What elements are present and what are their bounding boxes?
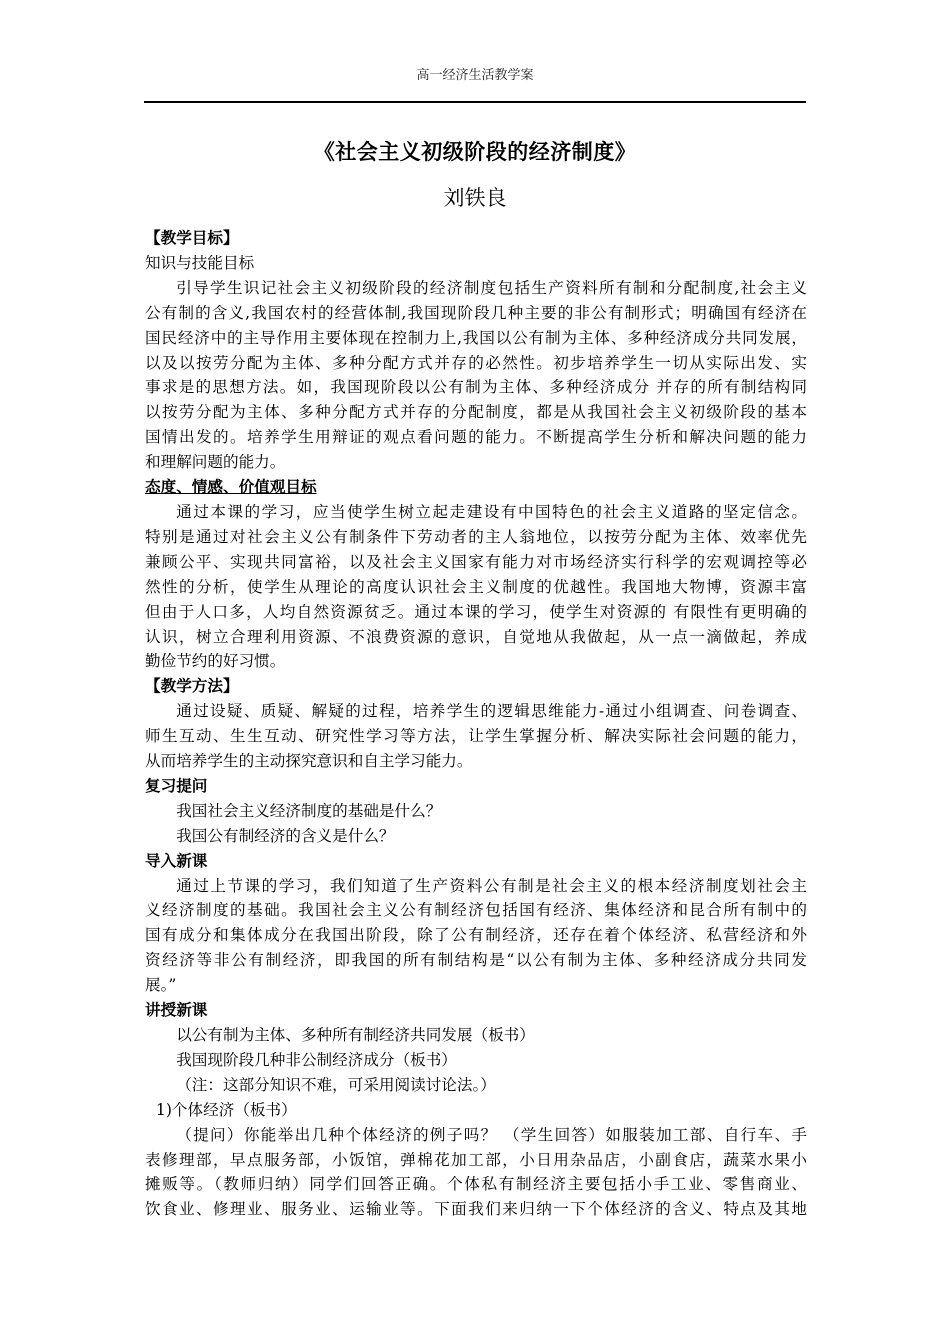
paragraph-line: 展。” <box>145 976 177 995</box>
paragraph-line: 兼顾公平、实现共同富裕，以及社会主义国家有能力对市场经济实行科学的宏观调控等必 <box>145 552 807 571</box>
paragraph-line: 表修理部，早点服务部，小饭馆，弹棉花加工部，小日用杂品店，小副食店，蔬菜水果小 <box>145 1150 807 1169</box>
lecture-line: 我国现阶段几种非公制经济成分（板书） <box>176 1050 457 1069</box>
paragraph-line: （提问）你能举出几种个体经济的例子吗？ （学生回答）如服装加工部、自行车、手 <box>176 1125 807 1144</box>
review-question: 我国社会主义经济制度的基础是什么？ <box>176 801 442 820</box>
section-heading-goals: 【教学目标】 <box>145 228 239 247</box>
paragraph-line: 摊贩等。（教师归纳）同学们回答正确。个体私有制经济主要包括小手工业、零售商业、 <box>145 1175 807 1194</box>
list-item-individual-economy: 1)个体经济（板书） <box>155 1100 297 1119</box>
paragraph-line: 特别是通过对社会主义公有制条件下劳动者的主人翁地位，以按劳分配为主体、效率优先 <box>145 527 807 546</box>
paragraph-line: 国有成分和集体成分在我国出阶段，除了公有制经济，还存在着个体经济、私营经济和外 <box>145 926 807 945</box>
author-name: 刘铁良 <box>443 186 507 210</box>
paragraph-line: 但由于人口多，人均自然资源贫乏。通过本课的学习，使学生对资源的 有限性有更明确的 <box>145 602 807 621</box>
paragraph-line: 国民经济中的主导作用主要体现在控制力上,我国以公有制为主体、多种经济成分共同发展， <box>145 328 807 347</box>
paragraph-line: 以按劳分配为主体、多种分配方式并存的分配制度，都是从我国社会主义初级阶段的基本 <box>145 403 807 422</box>
lecture-line: 以公有制为主体、多种所有制经济共同发展（板书） <box>176 1026 535 1044</box>
paragraph-line: 通过设疑、质疑、解疑的过程，培养学生的逻辑思维能力-通过小组调查、问卷调查、 <box>176 702 807 721</box>
paragraph-line: 引导学生识记社会主义初级阶段的经济制度包括生产资料所有制和分配制度,社会主义 <box>176 278 807 297</box>
document-body <box>145 226 807 1222</box>
paragraph-line: 认识，树立合理利用资源、不浪费资源的意识，自觉地从我做起，从一点一滴做起，养成 <box>145 627 807 646</box>
subheading-attitude: 态度、情感、价值观目标 <box>145 477 317 497</box>
section-heading-review: 复习提问 <box>145 775 208 795</box>
paragraph-line: 以及以按劳分配为主体、多种分配方式并存的必然性。初步培养学生一切从实际出发、实 <box>145 353 807 372</box>
paragraph-line: 勤俭节约的好习惯。 <box>145 652 286 671</box>
subheading-knowledge: 知识与技能目标 <box>145 253 255 272</box>
paragraph-line: 公有制的含义,我国农村的经营体制,我国现阶段几种主要的非公有制形式；明确国有经济在 <box>145 303 807 322</box>
lecture-note: （注：这部分知识不难，可采用阅读讨论法。） <box>176 1075 496 1094</box>
paragraph-line: 和理解问题的能力。 <box>145 453 286 472</box>
paragraph-line: 然性的分析，使学生从理论的高度认识社会主义制度的优越性。我国地大物博，资源丰富 <box>145 577 807 596</box>
section-heading-method: 【教学方法】 <box>145 676 239 696</box>
review-question: 我国公有制经济的含义是什么？ <box>176 826 395 845</box>
header-rule <box>144 101 806 103</box>
paragraph-line: 事求是的思想方法。如，我国现阶段以公有制为主体、多种经济成分 并存的所有制结构同 <box>145 378 807 397</box>
paragraph-line: 国情出发的。培养学生用辩证的观点看问题的能力。不断提高学生分析和解决问题的能力 <box>145 428 807 447</box>
page-header: 高一经济生活教学案 <box>416 68 534 83</box>
paragraph-line: 义经济制度的基础。我国社会主义公有制经济包括国有经济、集体经济和昆合所有制中的 <box>145 901 807 920</box>
paragraph-line: 通过本课的学习，应当使学生树立起走建设有中国特色的社会主义道路的坚定信念。 <box>176 502 807 521</box>
paragraph-line: 从而培养学生的主动探究意识和自主学习能力。 <box>145 752 473 771</box>
section-heading-lecture: 讲授新课 <box>145 1000 208 1020</box>
document-title: 《社会主义初级阶段的经济制度》 <box>313 139 637 164</box>
paragraph-line: 饮食业、修理业、服务业、运输业等。下面我们来归纳一下个体经济的含义、特点及其地 <box>145 1200 807 1219</box>
paragraph-line: 资经济等非公有制经济，即我国的所有制结构是“以公有制为主体、多种经济成分共同发 <box>145 951 807 970</box>
section-heading-intro: 导入新课 <box>145 850 208 870</box>
paragraph-line: 通过上节课的学习，我们知道了生产资料公有制是社会主义的根本经济制度划社会主 <box>176 876 807 895</box>
paragraph-line: 师生互动、生生互动、研究性学习等方法，让学生掌握分析、解决实际社会问题的能力， <box>145 727 807 746</box>
